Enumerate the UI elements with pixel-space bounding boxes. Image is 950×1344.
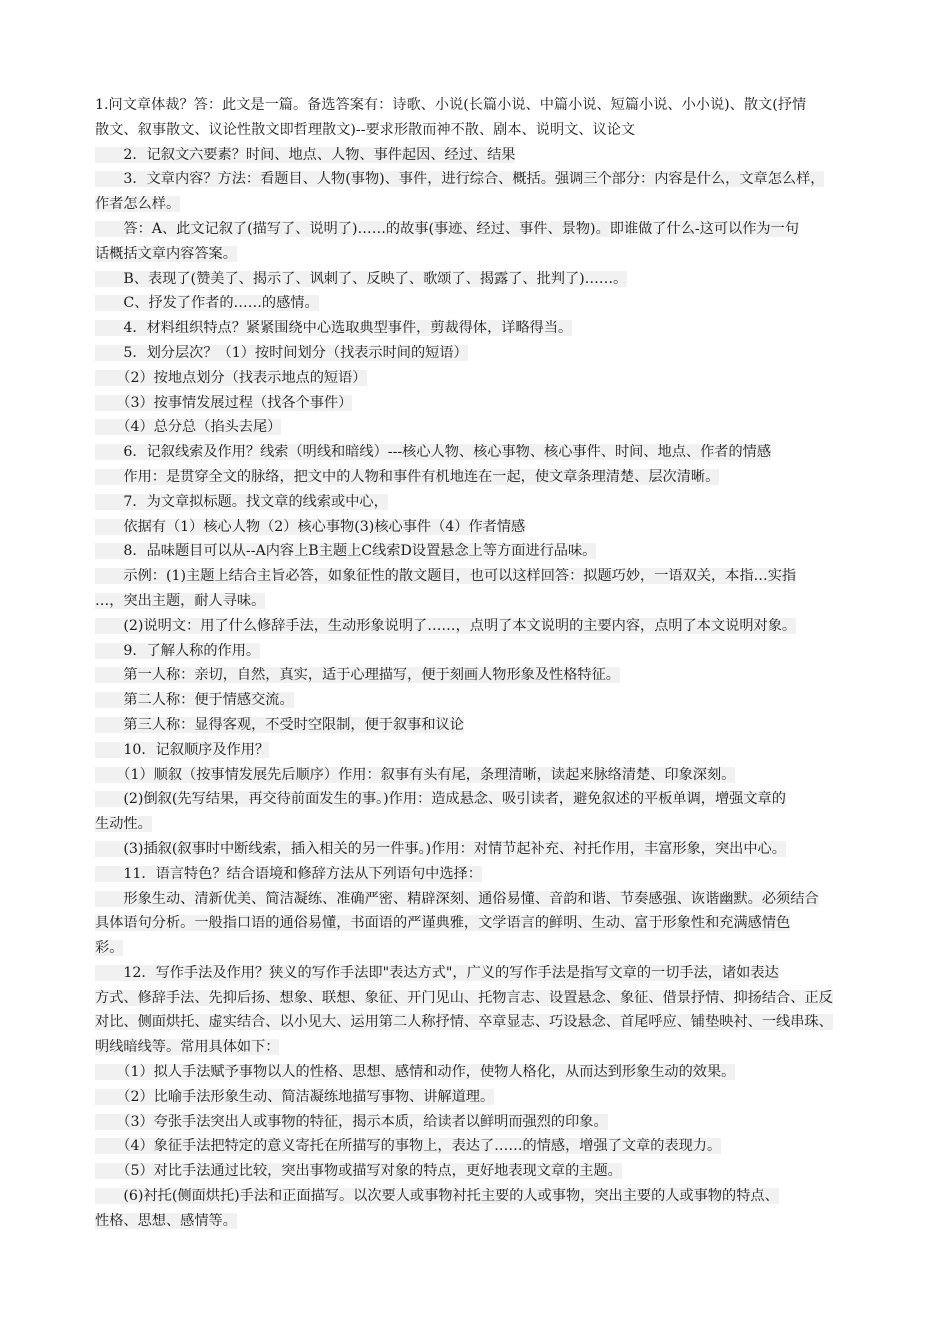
text-line bbox=[95, 961, 865, 986]
text-line bbox=[95, 862, 865, 887]
text-line-content: 方式、修辞手法、先抑后扬、想象、联想、象征、开门见山、托物言志、设置悬念、象征、借景抒情、抑扬结合、正反 bbox=[95, 989, 833, 1006]
text-line bbox=[95, 440, 865, 465]
text-line bbox=[95, 316, 865, 341]
document-body bbox=[95, 93, 865, 1234]
text-line-content: 11．语言特色？结合语境和修辞方法从下列语句中选择： bbox=[95, 865, 482, 882]
text-line bbox=[95, 167, 865, 192]
text-line-content: （2）按地点划分（找表示地点的短语） bbox=[95, 369, 367, 386]
text-line-content: 示例：(1)主题上结合主旨必答，如象征性的散文题目，也可以这样回答：拟题巧妙，一语双关，本指…实指 bbox=[95, 568, 797, 585]
text-line bbox=[95, 1209, 865, 1234]
text-line-content: （1）拟人手法赋予事物以人的性格、思想、感情和动作，使物人格化，从而达到形象生动的效果。 bbox=[95, 1064, 736, 1081]
text-line-content: （4）象征手法把特定的意义寄托在所描写的事物上，表达了……的情感，增强了文章的表现力。 bbox=[95, 1138, 722, 1155]
text-line-content: (6)衬托(侧面烘托)手法和正面描写。以次要人或事物衬托主要的人或事物，突出主要的人或事物的特点、 bbox=[95, 1188, 779, 1205]
text-line bbox=[95, 986, 865, 1011]
text-line bbox=[95, 415, 865, 440]
text-line bbox=[95, 1035, 865, 1060]
text-line bbox=[95, 490, 865, 515]
text-line-content: 7．为文章拟标题。找文章的线索或中心， bbox=[95, 493, 388, 510]
text-line bbox=[95, 143, 865, 168]
text-line bbox=[95, 911, 865, 936]
text-line-content: 话概括文章内容答案。 bbox=[95, 245, 237, 262]
text-line-content: B、表现了(赞美了、揭示了、讽刺了、反映了、歌颂了、揭露了、批判了)……。 bbox=[95, 270, 628, 287]
text-line bbox=[95, 1110, 865, 1135]
text-line bbox=[95, 1060, 865, 1085]
text-line bbox=[95, 713, 865, 738]
text-line-content: 1.问文章体裁？答：此文是一篇。备选答案有：诗歌、小说(长篇小说、中篇小说、短篇小说、小小说)、散文(抒情 bbox=[95, 97, 807, 113]
text-line bbox=[95, 564, 865, 589]
text-line bbox=[95, 515, 865, 540]
text-line-content: 10．记叙顺序及作用？ bbox=[95, 741, 270, 758]
text-line bbox=[95, 465, 865, 490]
text-line bbox=[95, 1085, 865, 1110]
text-line-content: （5）对比手法通过比较，突出事物或描写对象的特点，更好地表现文章的主题。 bbox=[95, 1163, 622, 1180]
text-line bbox=[95, 1010, 865, 1035]
text-line-content: 第三人称：显得客观，不受时空限制，便于叙事和议论 bbox=[95, 716, 464, 733]
text-line-content: （1）顺叙（按事情发展先后顺序）作用：叙事有头有尾，条理清晰，读起来脉络清楚、印象深刻。 bbox=[95, 766, 736, 783]
text-line-content: 第一人称：亲切，自然，真实，适于心理描写，便于刻画人物形象及性格特征。 bbox=[95, 667, 620, 684]
text-line-content: （2）比喻手法形象生动、简洁凝练地描写事物、讲解道理。 bbox=[95, 1088, 495, 1105]
text-line-content: C、抒发了作者的……的感情。 bbox=[95, 295, 319, 312]
text-line-content: （3）按事情发展过程（找各个事件） bbox=[95, 394, 353, 411]
text-line-content: 4．材料组织特点？紧紧围绕中心选取典型事件，剪裁得体，详略得当。 bbox=[95, 320, 573, 337]
text-line bbox=[95, 341, 865, 366]
text-line bbox=[95, 663, 865, 688]
text-line bbox=[95, 391, 865, 416]
text-line bbox=[95, 1159, 865, 1184]
text-line bbox=[95, 887, 865, 912]
text-line-content: 8．品味题目可以从--A内容上B主题上C线索D设置悬念上等方面进行品味。 bbox=[95, 543, 597, 560]
text-line-content: 形象生动、清新优美、简洁凝练、准确严密、精辟深刻、通俗易懂、音韵和谐、节奏感强、诙谐幽默。必须结合 bbox=[95, 890, 819, 907]
text-line-content: 依据有（1）核心人物（2）核心事物(3)核心事件（4）作者情感 bbox=[95, 518, 526, 535]
text-line bbox=[95, 589, 865, 614]
text-line-content: 第二人称：便于情感交流。 bbox=[95, 692, 294, 709]
text-line-content: 答：A、此文记叙了(描写了、说明了)……的故事(事迹、经过、事件、景物)。即谁做了什么-这可以作为一句 bbox=[95, 220, 799, 237]
text-line bbox=[95, 936, 865, 961]
text-line-content: （4）总分总（掐头去尾） bbox=[95, 419, 282, 436]
text-line bbox=[95, 688, 865, 713]
text-line-content: 3．文章内容？方法：看题目、人物(事物)、事件，进行综合、概括。强调三个部分：内容是什么，文章怎么样， bbox=[95, 171, 825, 188]
text-line-content: 生动性。 bbox=[95, 816, 152, 833]
text-line bbox=[95, 242, 865, 267]
text-line bbox=[95, 639, 865, 664]
text-line bbox=[95, 93, 865, 118]
text-line-content: 散文、叙事散文、议论性散文即哲理散文)--要求形散而神不散、剧本、说明文、议论文 bbox=[95, 121, 636, 138]
text-line bbox=[95, 539, 865, 564]
text-line bbox=[95, 366, 865, 391]
text-line-content: （3）夸张手法突出人或事物的特征，揭示本质，给读者以鲜明而强烈的印象。 bbox=[95, 1113, 608, 1130]
text-line-content: 性格、思想、感情等。 bbox=[95, 1212, 237, 1229]
text-line-content: (2)倒叙(先写结果，再交待前面发生的事。)作用：造成悬念、吸引读者，避免叙述的平板单调，增强文章的 bbox=[95, 791, 786, 808]
text-line bbox=[95, 192, 865, 217]
text-line bbox=[95, 1134, 865, 1159]
text-line-content: …，突出主题，耐人寻味。 bbox=[95, 592, 266, 609]
text-line bbox=[95, 738, 865, 763]
text-line bbox=[95, 1184, 865, 1209]
text-line-content: 作用：是贯穿全文的脉络，把文中的人物和事件有机地连在一起，使文章条理清楚、层次清晰。 bbox=[95, 468, 720, 485]
text-line-content: 作者怎么样。 bbox=[95, 196, 181, 213]
text-line-content: 9．了解人称的作用。 bbox=[95, 642, 261, 659]
text-line-content: 对比、侧面烘托、虚实结合、以小见大、运用第二人称抒情、卒章显志、巧设悬念、首尾呼应、铺垫映衬、一线串珠、 bbox=[95, 1014, 833, 1031]
text-line bbox=[95, 787, 865, 812]
text-line-content: 2．记叙文六要素？时间、地点、人物、事件起因、经过、结果 bbox=[95, 146, 516, 163]
text-line-content: 明线暗线等。常用具体如下： bbox=[95, 1039, 280, 1056]
text-line bbox=[95, 763, 865, 788]
text-line bbox=[95, 614, 865, 639]
text-line bbox=[95, 267, 865, 292]
text-line-content: 12．写作手法及作用？狭义的写作手法即"表达方式"，广义的写作手法是指写文章的一切手法，诸如表达 bbox=[95, 964, 779, 981]
text-line-content: (3)插叙(叙事时中断线索，插入相关的另一件事。)作用：对情节起补充、衬托作用，丰富形象，突出中心。 bbox=[95, 840, 786, 857]
text-line-content: 5．划分层次？（1）按时间划分（找表示时间的短语） bbox=[95, 344, 468, 361]
text-line bbox=[95, 217, 865, 242]
text-line bbox=[95, 812, 865, 837]
text-line-content: 6．记叙线索及作用？线索（明线和暗线）---核心人物、核心事物、核心事件、时间、地点、作者的情感 bbox=[95, 444, 772, 461]
text-line bbox=[95, 291, 865, 316]
text-line-content: 具体语句分析。一般指口语的通俗易懂，书面语的严谨典雅，文学语言的鲜明、生动、富于形象性和充满感情色 bbox=[95, 915, 791, 932]
text-line bbox=[95, 837, 865, 862]
text-line bbox=[95, 118, 865, 143]
text-line-content: (2)说明文：用了什么修辞手法，生动形象说明了……，点明了本文说明的主要内容，点明了本文说明对象。 bbox=[95, 617, 797, 634]
text-line-content: 彩。 bbox=[95, 940, 124, 957]
